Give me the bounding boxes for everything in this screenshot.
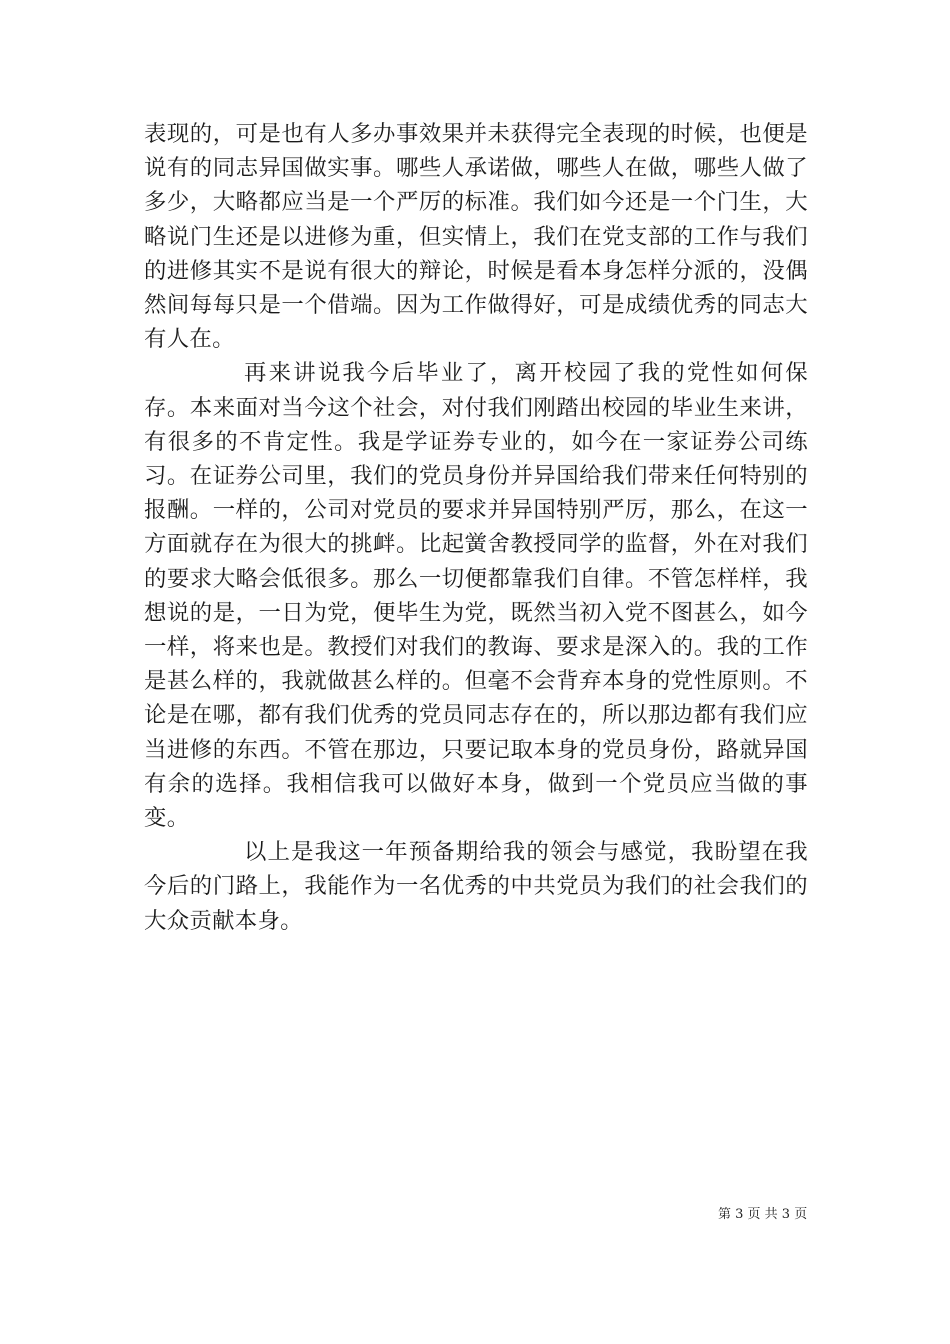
- page-number-footer: 第 3 页 共 3 页: [718, 1207, 808, 1222]
- document-body: [144, 117, 808, 938]
- paragraph-1: 表现的，可是也有人多办事效果并未获得完全表现的时候，也便是说有的同志异国做实事。哪些人承诺做，哪些人在做，哪些人做了多少，大略都应当是一个严厉的标准。我们如今还是一个门生，大略说门生还是以进修为重，但实情上，我们在党支部的工作与我们的进修其实不是说有很大的辩论，时候是看本身怎样分派的，没偶然间每每只是一个借端。因为工作做得好，可是成绩优秀的同志大有人在。: [144, 121, 808, 353]
- paragraph-2: 再来讲说我今后毕业了，离开校园了我的党性如何保存。本来面对当今这个社会，对付我们刚踏出校园的毕业生来讲，有很多的不肯定性。我是学证券专业的，如今在一家证券公司练习。在证券公司里，我们的党员身份并异国给我们带来任何特别的报酬。一样的，公司对党员的要求并异国特别严厉，那么，在这一方面就存在为很大的挑衅。比起黉舍教授同学的监督，外在对我们的要求大略会低很多。那么一切便都靠我们自律。不管怎样样，我想说的是，一日为党，便毕生为党，既然当初入党不图甚么，如今一样，将来也是。教授们对我们的教诲、要求是深入的。我的工作是甚么样的，我就做甚么样的。但毫不会背弃本身的党性原则。不论是在哪，都有我们优秀的党员同志存在的，所以那边都有我们应当进修的东西。不管在那边，只要记取本身的党员身份，路就异国有余的选择。我相信我可以做好本身，做到一个党员应当做的事变。: [144, 360, 808, 832]
- paragraph-3: 以上是我这一年预备期给我的领会与感觉，我盼望在我今后的门路上，我能作为一名优秀的中共党员为我们的社会我们的大众贡献本身。: [144, 839, 808, 934]
